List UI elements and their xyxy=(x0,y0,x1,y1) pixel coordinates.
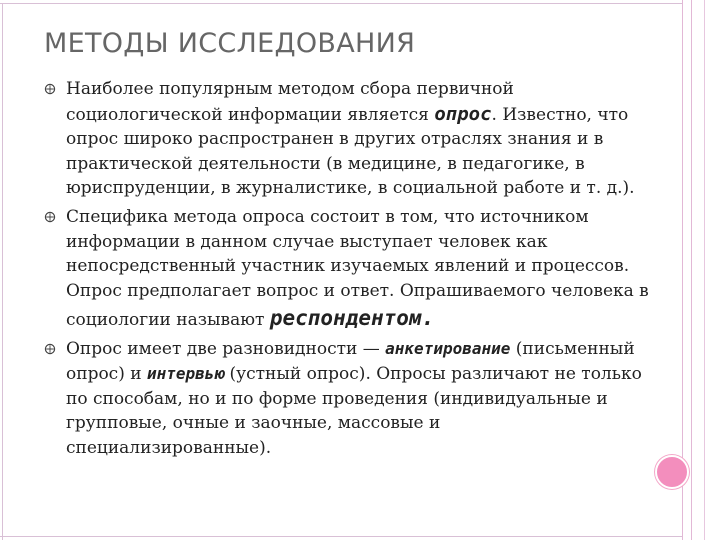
bullet-list xyxy=(44,77,650,464)
ornate-bullet-icon xyxy=(44,211,56,223)
frame-bottom-line xyxy=(0,536,686,537)
bullet-emphasis: анкетирование xyxy=(385,339,511,359)
page-title: МЕТОДЫ ИССЛЕДОВАНИЯ xyxy=(44,28,416,59)
frame-top-line xyxy=(0,3,686,4)
bullet-text: . xyxy=(421,306,435,331)
bullet-text: Наиболее популярным методом сбора первичной социологической информации является xyxy=(66,79,514,125)
bullet-emphasis: опрос xyxy=(434,102,492,125)
bullet-text: Опрос имеет две разновидности — xyxy=(66,339,386,360)
list-item xyxy=(44,77,650,201)
bullet-text: . Известно, что опрос широко распространен в других отраслях знания и в практической деятельности (в медицине, в педагогике, в юриспруденции, в журналистике, в социальной работе и т. д.). xyxy=(66,104,635,199)
ornate-bullet-icon xyxy=(44,343,56,355)
list-item xyxy=(44,205,650,333)
decorative-right-line xyxy=(704,0,705,540)
frame-left-line xyxy=(2,3,3,540)
bullet-text: (письменный опрос) и xyxy=(66,339,635,384)
ornate-bullet-icon xyxy=(44,83,56,95)
bullet-emphasis: респондентом xyxy=(269,306,422,331)
bullet-emphasis: интервью xyxy=(146,363,225,383)
list-item xyxy=(44,337,650,460)
bullet-text: (устный опрос). Опросы различают не только по способам, но и по форме проведения (индивидуальные и групповые, очные и заочные, массовые и специализированные). xyxy=(66,363,642,458)
decorative-pink-circle xyxy=(655,455,689,489)
bullet-text: Специфика метода опроса состоит в том, что источником информации в данном случае выступает человек как непосредственный участник изучаемых явлений и процессов. Опрос предполагает вопрос и ответ. Опрашиваемого человека в социологии называют xyxy=(66,206,649,331)
